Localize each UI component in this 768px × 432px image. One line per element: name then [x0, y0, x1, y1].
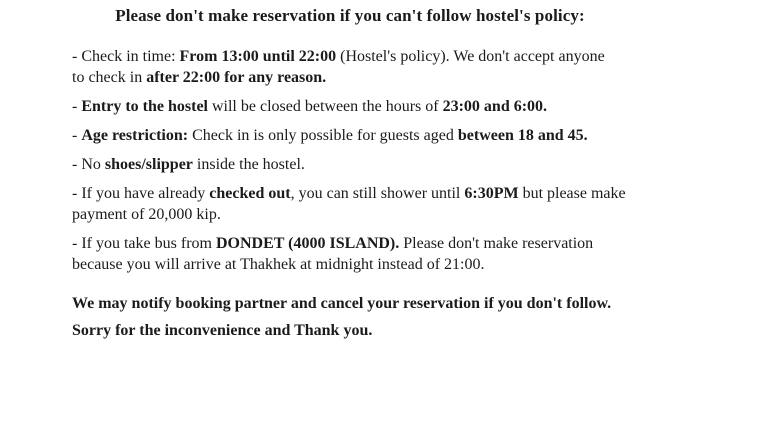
- footer-apology-line: Sorry for the inconvenience and Thank you.: [72, 322, 373, 339]
- policy-paragraph: [72, 233, 700, 275]
- policy-text-bold: after 22:00 for any reason.: [146, 69, 327, 86]
- policy-text-bold: shoes/slipper: [104, 156, 193, 173]
- policy-title: Please don't make reservation if you can't follow hostel's policy:: [115, 6, 585, 25]
- policy-text-bold: checked out: [209, 185, 291, 202]
- policy-line: [72, 125, 700, 146]
- policy-text: -: [72, 98, 82, 115]
- policy-text: payment of 20,000 kip.: [72, 206, 221, 223]
- policy-text: because you will arrive at Thakhek at midnight instead of 21:00.: [72, 256, 485, 273]
- policy-line: [72, 67, 700, 88]
- policy-paragraph: [72, 154, 700, 175]
- policy-paragraph: [72, 125, 700, 146]
- footer-warning-line: We may notify booking partner and cancel your reservation if you don't follow.: [72, 295, 612, 312]
- policy-line: [72, 183, 700, 204]
- policy-text: Please don't make reservation: [399, 235, 594, 252]
- policy-text: - If you take bus from: [72, 235, 216, 252]
- policy-footer: [72, 293, 700, 341]
- policy-list: [0, 46, 700, 275]
- policy-text-bold: Entry to the hostel: [81, 98, 208, 115]
- policy-text-bold: DONDET (4000 ISLAND).: [215, 235, 400, 252]
- policy-line: [72, 254, 700, 275]
- policy-text: Check in is only possible for guests aged: [188, 127, 458, 144]
- policy-line: [72, 96, 700, 117]
- policy-text: - Check in time:: [72, 48, 180, 65]
- policy-line: [72, 233, 700, 254]
- policy-text-bold: 23:00 and 6:00.: [442, 98, 548, 115]
- policy-paragraph: [72, 96, 700, 117]
- policy-text: to check in: [72, 69, 147, 86]
- policy-text: , you can still shower until: [290, 185, 465, 202]
- policy-text-bold: between 18 and 45.: [457, 127, 588, 144]
- policy-paragraph: [72, 46, 700, 88]
- policy-text: but please make: [518, 185, 626, 202]
- policy-paragraph: [72, 183, 700, 225]
- policy-text: will be closed between the hours of: [207, 98, 443, 115]
- policy-text-bold: Age restriction:: [81, 127, 189, 144]
- policy-text-bold: 6:30PM: [464, 185, 519, 202]
- policy-line: [72, 46, 700, 67]
- policy-text: inside the hostel.: [192, 156, 305, 173]
- policy-text-bold: From 13:00 until 22:00: [179, 48, 337, 65]
- policy-text: (Hostel's policy). We don't accept anyone: [336, 48, 605, 65]
- policy-line: [72, 154, 700, 175]
- policy-text: -: [72, 127, 82, 144]
- policy-text: - No: [72, 156, 105, 173]
- policy-line: [72, 204, 700, 225]
- policy-text: - If you have already: [72, 185, 210, 202]
